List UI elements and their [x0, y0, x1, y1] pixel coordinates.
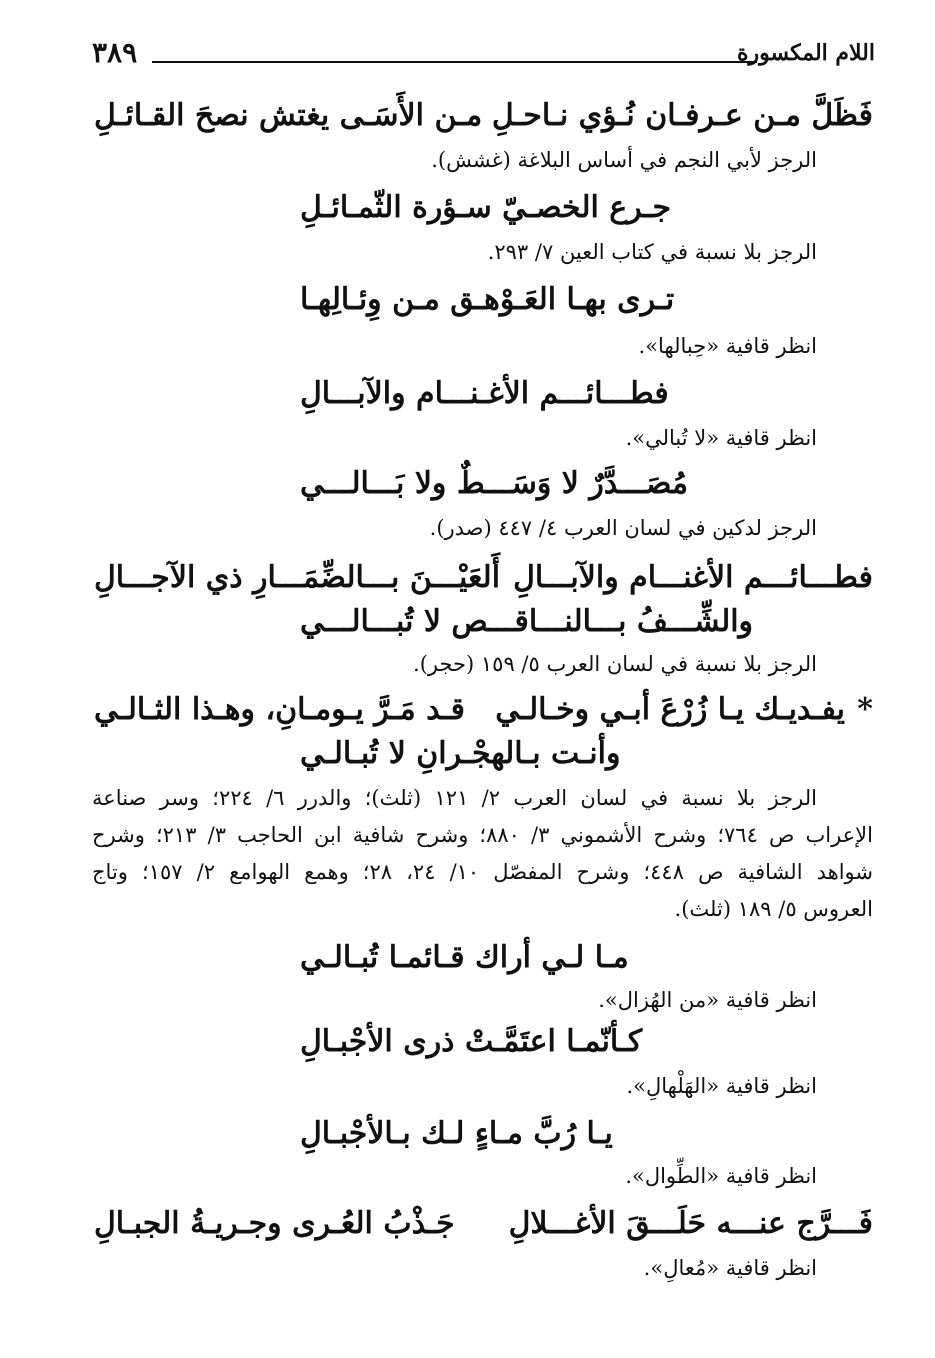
verse-1-first-hemistich: فَظَلَّ مـن عـرفـان نُـؤي نـاحـلِ	[491, 98, 873, 133]
source-paragraph-line-3: شواهد الشافية ص ٤٤٨؛ وشرح المفصّل ١٠/ ٢٤، ٢٨؛ وهمع الهوامع ٢/ ١٥٧؛ وتاج	[92, 860, 873, 884]
verse-10: مـا لـي أراك قـائمـا تُبـالـي	[300, 940, 629, 975]
reference-note-4: انظر قافية «الهَلْهالِ».	[626, 1074, 817, 1098]
verse-7: والشِّـــفُ بـــالنـــاقـــص لا تُبـــالـــي	[300, 604, 754, 639]
verse-11: كـأنّمـا اعتَمَّـتْ ذرى الأجْبـالِ	[300, 1024, 643, 1059]
chapter-title: اللام المكسورة	[736, 40, 875, 66]
source-paragraph-line-2: الإعراب ص ٧٦٤؛ وشرح الأشموني ٣/ ٨٨٠؛ وشرح شافية ابن الحاجب ٣/ ٢١٣؛ وشرح	[92, 823, 873, 847]
page-number: ٣٨٩	[92, 36, 138, 69]
verse-1-second-hemistich: مـن الأَسَـى يغتش نصحَ القـائـلِ	[94, 98, 483, 133]
verse-9: وأنـت بـالهجْـرانِ لا تُبـالـي	[300, 736, 621, 771]
reference-note-3: انظر قافية «من الهُزال».	[598, 988, 817, 1012]
source-paragraph-line-4: العروس ٥/ ١٨٩ (ثلث).	[674, 897, 873, 921]
reference-note-1: انظر قافية «حِبالها».	[638, 334, 817, 358]
verse-13-second-hemistich: جَـذْبُ العُـرى وجـريـةُ الجبـالِ	[94, 1206, 455, 1241]
verse-2: جـرع الخصـيّ سـؤرة الثّمـائـلِ	[300, 190, 672, 225]
verse-8-second-hemistich: قـد مَـرَّ يـومـانِ، وهـذا الثـالـي	[94, 692, 465, 727]
verse-4: فطـــائـــم الأغـنـــام والآبـــالِ	[300, 376, 669, 411]
header-rule	[152, 61, 757, 63]
source-note-3: الرجز لدكين في لسان العرب ٤/ ٤٤٧ (صدر).	[429, 516, 817, 540]
source-note-1: الرجز لأبي النجم في أساس البلاغة (غشش).	[431, 148, 817, 172]
reference-note-2: انظر قافية «لا تُبالي».	[625, 426, 817, 450]
reference-note-6: انظر قافية «مُعالِ».	[643, 1256, 817, 1280]
running-header	[92, 36, 875, 76]
source-note-2: الرجز بلا نسبة في كتاب العين ٧/ ٢٩٣.	[487, 240, 817, 264]
verse-8-first-hemistich: يفـديـك يـا زُرْعَ أبـي وخـالـي	[495, 692, 845, 727]
reference-note-5: انظر قافية «الطِّوال».	[625, 1164, 817, 1188]
verse-5: مُصَـــدَّرٌ لا وَسَـــطٌ ولا بَـــالـــي	[300, 466, 689, 501]
verse-12: يـا رُبَّ مـاءٍ لـك بـالأجْبـالِ	[300, 1116, 613, 1151]
source-paragraph-line-1: الرجز بلا نسبة في لسان العرب ٢/ ١٢١ (ثلث)؛ والدرر ٦/ ٢٢٤؛ وسر صناعة	[92, 786, 817, 810]
source-note-4: الرجز بلا نسبة في لسان العرب ٥/ ١٥٩ (حجر).	[413, 652, 817, 676]
star-marker: *	[857, 692, 873, 727]
verse-3: تـرى بهـا العَـوْهـق مـن وِئـالِهـا	[300, 282, 675, 317]
verse-13-first-hemistich: فَـــرَّج عنـــه حَلَـــقَ الأغـــلالِ	[508, 1206, 873, 1241]
verse-6-second-hemistich: أَلعَيْـــنَ بـــالضِّمَـــارِ ذي الآجـــالِ	[94, 560, 501, 595]
verse-6-first-hemistich: فطـــائـــم الأغنـــام والآبـــالِ	[513, 560, 873, 595]
